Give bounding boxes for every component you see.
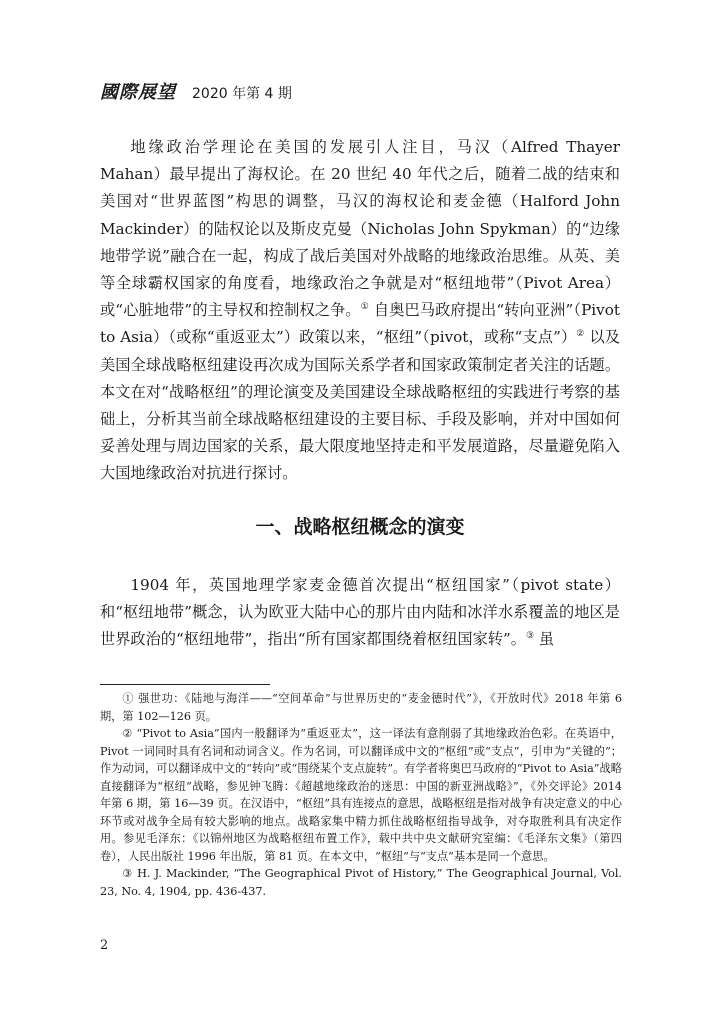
intro-paragraph: 地缘政治学理论在美国的发展引人注目，马汉（Alfred Thayer Mahan）最早提出了海权论。在 20 世纪 40 年代之后，随着二战的结束和美国对“世界蓝图”构思的调整，马汉的海权论和麦金德（Halford John Mackinder）的陆权论以及斯皮克曼（Nicholas John Spykman）的“边缘地带学说”融合在一起，构成了战后美国对外战略的地缘政治思维。从英、美等全球霸权国家的角度看，地缘政治之争就是对“枢纽地带”（Pivot Area）或“心脏地带”的主导权和控制权之争。① 自奥巴马政府提出“转向亚洲”（Pivot to Asia）（或称“重返亚太”）政策以来，“枢纽”（pivot，或称“支点”）② 以及美国全球战略枢纽建设再次成为国际关系学者和国家政策制定者关注的话题。本文在对“战略枢纽”的理论演变及美国建设全球战略枢纽的实践进行考察的基础上，分析其当前全球战略枢纽建设的主要目标、手段及影响，并对中国如何妥善处理与周边国家的关系，最大限度地坚持走和平发展道路，尽量避免陷入大国地缘政治对抗进行探讨。 xyxy=(100,138,620,483)
intro-block xyxy=(100,134,620,488)
footnote-ref-3[interactable]: ③ xyxy=(525,631,535,642)
footnotes xyxy=(100,690,622,900)
footnote-1: ① 强世功：《陆地与海洋——“空间革命”与世界历史的“麦金德时代”》，《开放时代》2018 年第 6 期，第 102—126 页。 xyxy=(100,692,622,723)
footnote-ref-1[interactable]: ① xyxy=(360,302,369,313)
footnote-3: ③ H. J. Mackinder, “The Geographical Pivot of History,” The Geographical Journal, Vol. 23, No. 4, 1904, pp. 436-437. xyxy=(100,867,622,898)
section-paragraph: 1904 年，英国地理学家麦金德首次提出“枢纽国家”（pivot state）和“枢纽地带”概念，认为欧亚大陆中心的那片由内陆和冰洋水系覆盖的地区是世界政治的“枢纽地带”，指出“所有国家都围绕着枢纽国家转”。③ 虽 xyxy=(100,576,620,649)
footnote-ref-2[interactable]: ② xyxy=(576,329,585,340)
running-header xyxy=(100,78,292,104)
page-number: 2 xyxy=(100,938,109,953)
footnote-rule xyxy=(100,684,270,685)
section-title: 一、战略枢纽概念的演变 xyxy=(255,516,465,538)
issue-label: 2020 年第 4 期 xyxy=(192,86,292,102)
footnote-2: ② “Pivot to Asia”国内一般翻译为“重返亚太”，这一译法有意削弱了其地缘政治色彩。在英语中，Pivot 一词同时具有名词和动词含义。作为名词，可以翻译成中文的“枢纽”或“支点”，引申为“关键的”；作为动词，可以翻译成中文的“转向”或“围绕某个支点旋转”。有学者将奥巴马政府的“Pivot to Asia”战略直接翻译为“枢纽”战略，参见钟飞腾：《超越地缘政治的迷思：中国的新亚洲战略》”，《外交评论》2014 年第 6 期，第 16—39 页。在汉语中，“枢纽”具有连接点的意思，战略枢纽是指对战争有决定意义的中心环节或对战争全局有较大影响的地点。战略家集中精力抓住战略枢纽指导战争，对夺取胜利具有决定作用。参见毛泽东：《以锦州地区为战略枢纽布置工作》，载中共中央文献研究室编：《毛泽东文集》（第四卷），人民出版社 1996 年出版，第 81 页。在本文中，“枢纽”与“支点”基本是同一个意思。 xyxy=(100,727,622,863)
journal-logo: 國際展望 xyxy=(100,82,176,103)
section-body xyxy=(100,572,620,654)
